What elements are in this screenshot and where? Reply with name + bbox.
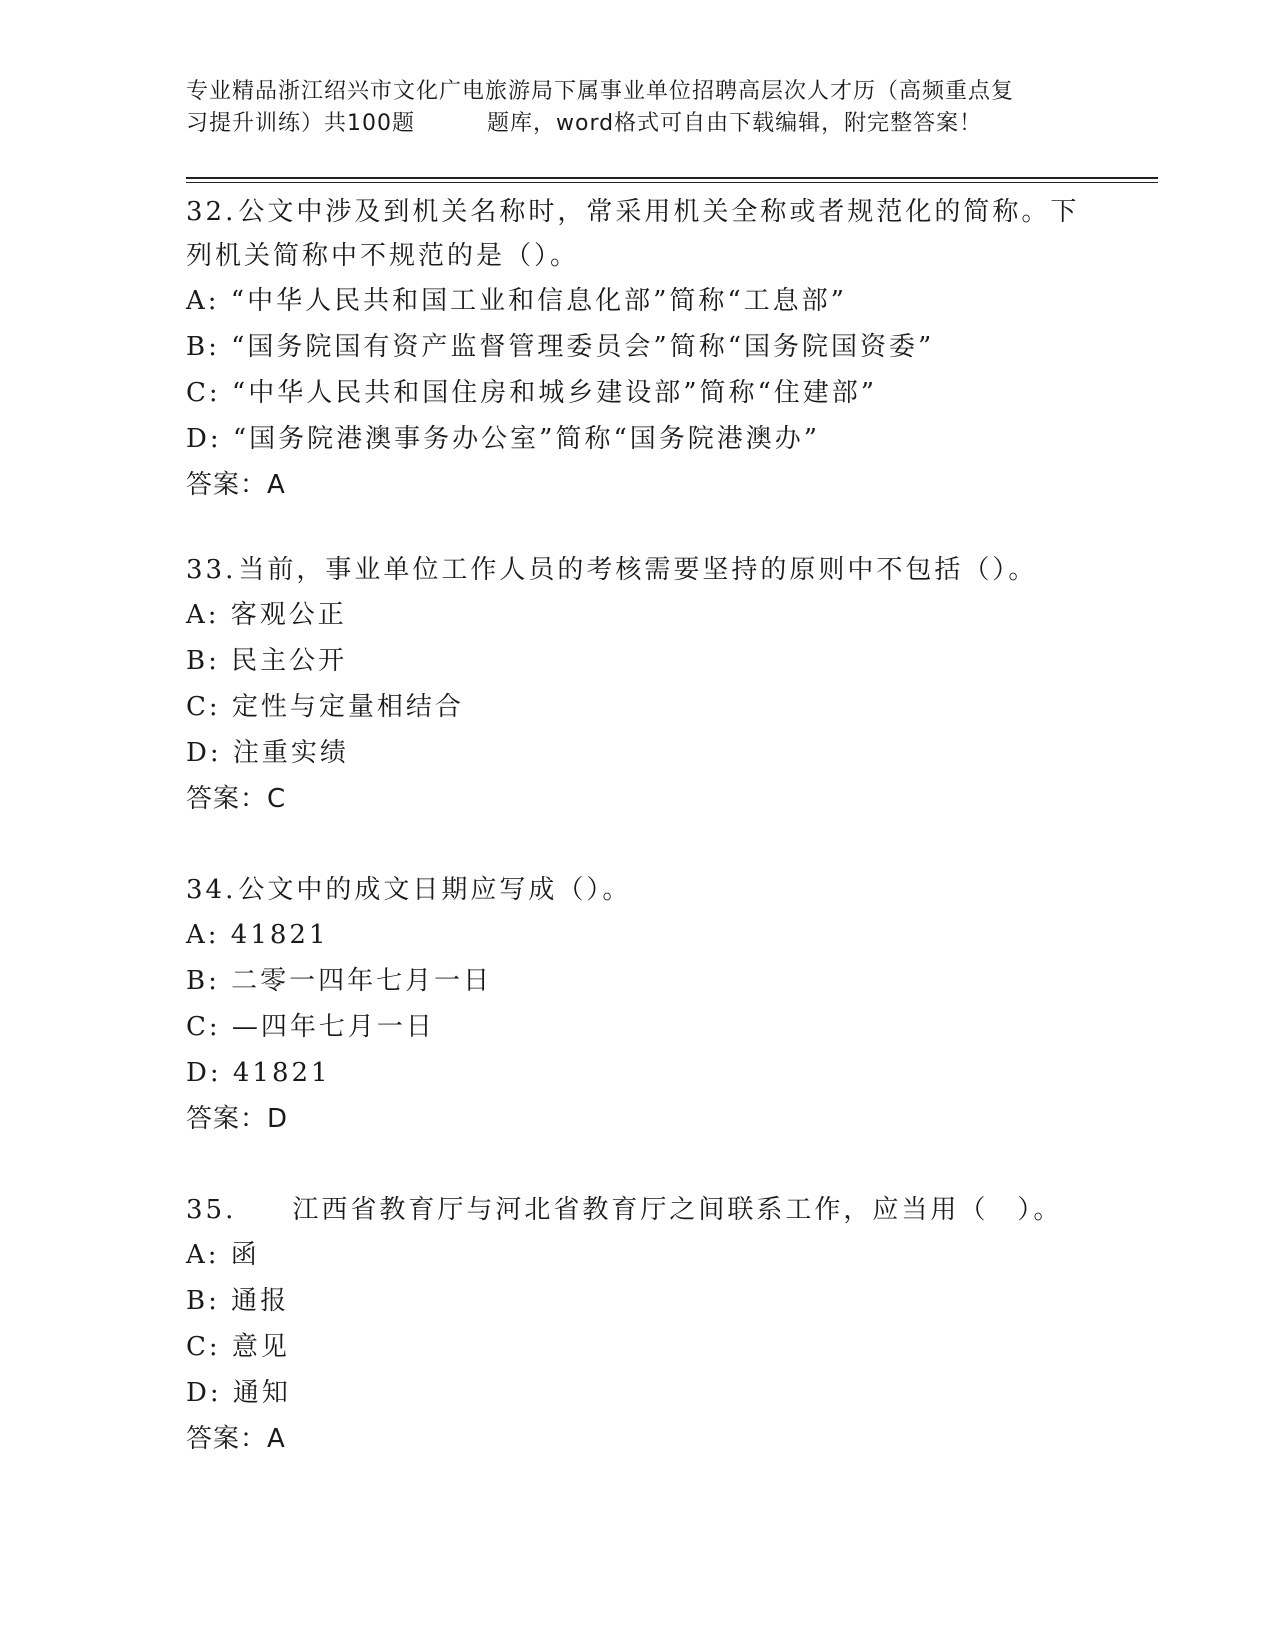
option-c: C: “中华人民共和国住房和城乡建设部”简称“住建部”	[186, 378, 878, 408]
option-b: B: “国务院国有资产监督管理委员会”简称“国务院国资委”	[186, 332, 935, 362]
option-b: B: 民主公开	[186, 646, 348, 676]
question-33	[186, 548, 1086, 822]
option-c: C: 定性与定量相结合	[186, 692, 464, 722]
option-a: A: 客观公正	[186, 600, 347, 630]
question-text: 公文中涉及到机关名称时，常采用机关全称或者规范化的简称。下列机关简称中不规范的是（）。	[186, 197, 1080, 271]
header-divider-thick	[186, 177, 1158, 179]
option-b: B: 二零一四年七月一日	[186, 966, 493, 996]
document-header	[186, 76, 1086, 140]
question-stem	[186, 1188, 1086, 1232]
option-b: B: 通报	[186, 1286, 290, 1316]
header-title-line1: 专业精品浙江绍兴市文化广电旅游局下属事业单位招聘高层次人才历（高频重点复	[186, 79, 1015, 104]
question-text: 公文中的成文日期应写成（）。	[238, 875, 632, 905]
question-number: 35.	[186, 1195, 237, 1225]
header-divider-thin	[186, 182, 1158, 183]
question-text: 江西省教育厅与河北省教育厅之间联系工作，应当用（ ）。	[292, 1195, 1063, 1225]
question-32	[186, 190, 1086, 508]
answer-line: 答案：A	[186, 470, 286, 500]
answer-line: 答案：D	[186, 1104, 289, 1134]
question-stem	[186, 868, 1086, 912]
question-34	[186, 868, 1086, 1142]
question-number: 34.	[186, 875, 237, 905]
question-text: 当前，事业单位工作人员的考核需要坚持的原则中不包括（）。	[238, 555, 1038, 585]
option-d: D: 41821	[186, 1058, 331, 1088]
question-number: 32.	[186, 197, 237, 227]
question-35	[186, 1188, 1086, 1462]
option-d: D: “国务院港澳事务办公室”简称“国务院港澳办”	[186, 424, 821, 454]
option-a: A: “中华人民共和国工业和信息化部”简称“工息部”	[186, 286, 847, 316]
question-number: 33.	[186, 555, 237, 585]
option-c: C: —四年七月一日	[186, 1012, 435, 1042]
header-title-line2	[186, 108, 1086, 140]
option-d: D: 注重实绩	[186, 738, 349, 768]
question-stem	[186, 190, 1086, 278]
header-title-part1: 习提升训练）共100题	[186, 111, 415, 136]
option-d: D: 通知	[186, 1378, 291, 1408]
option-a: A: 41821	[186, 920, 329, 950]
answer-line: 答案：A	[186, 1424, 286, 1454]
answer-line: 答案：C	[186, 784, 287, 814]
option-c: C: 意见	[186, 1332, 290, 1362]
header-title-part2: 题库，word格式可自由下载编辑，附完整答案！	[487, 111, 983, 136]
option-a: A: 函	[186, 1240, 260, 1270]
question-stem	[186, 548, 1086, 592]
